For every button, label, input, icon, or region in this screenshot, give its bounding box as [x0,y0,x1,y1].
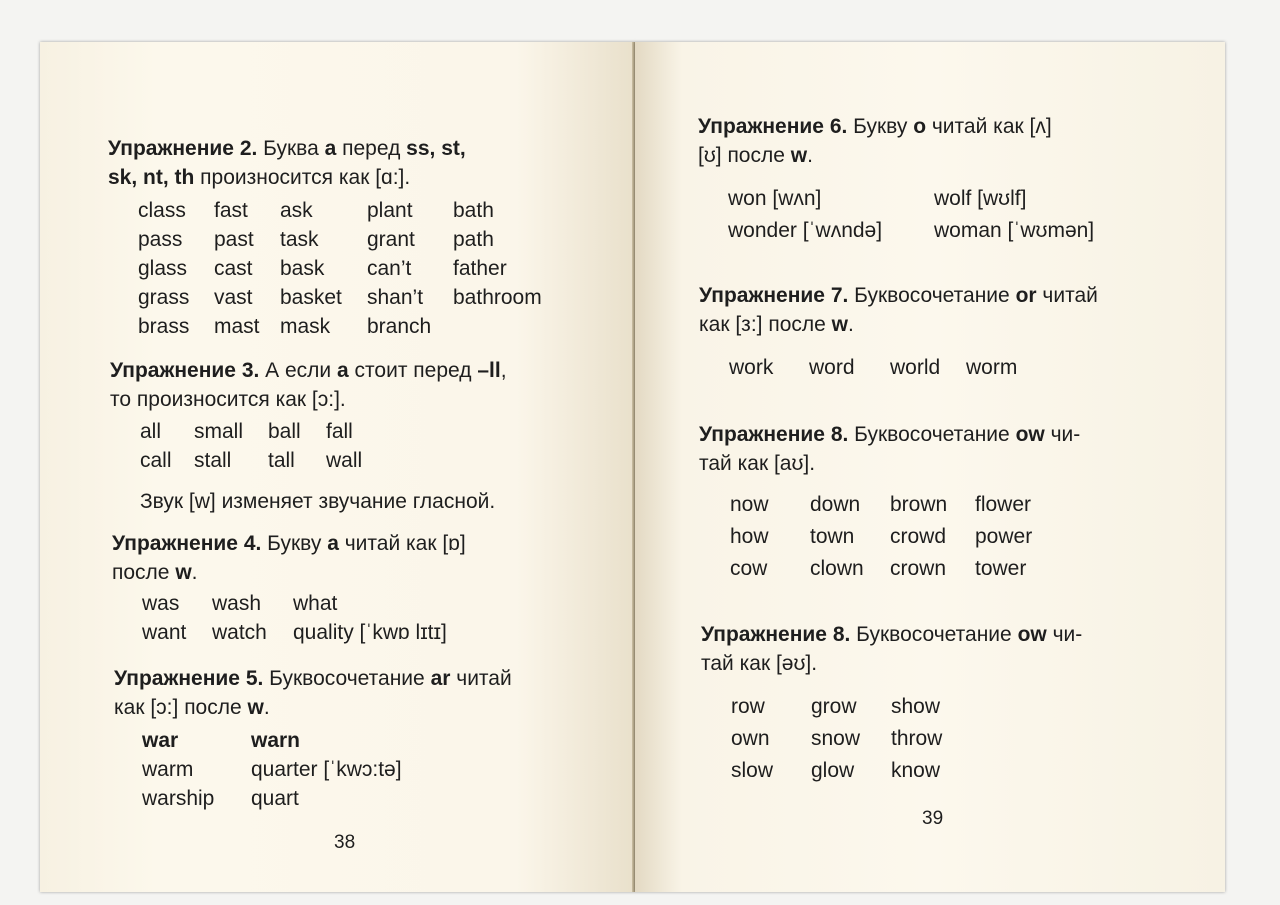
word: father [453,257,507,280]
word: fall [326,420,353,443]
word-row [142,729,542,758]
exercise-4 [112,529,612,587]
exercise-5-word-table [142,729,542,816]
word: past [214,228,254,251]
exercise-8-au [699,420,1209,478]
page-number-right: 39 [922,808,944,829]
word-row [142,758,542,787]
exercise-4-heading-line-2: после w. [112,561,198,584]
word-row [142,592,562,621]
word-row [138,315,608,344]
word: quarter [ˈkwɔ:tə] [251,758,402,781]
exercise-6 [698,112,1208,170]
word-row [731,759,1151,788]
word: power [975,525,1033,548]
word: bask [280,257,325,280]
word-row [730,493,1150,525]
word: worm [966,356,1018,379]
exercise-3 [110,356,610,414]
word: woman [ˈwʊmən] [934,219,1095,242]
exercise-6-heading-line-1: Упражнение 6. Букву o читай как [ʌ] [698,115,1052,138]
word-row [142,787,542,816]
word: all [140,420,162,443]
word: warship [142,787,215,810]
word: ball [268,420,301,443]
exercise-4-word-table [142,592,562,650]
exercise-8-au-word-table [730,493,1150,586]
word: branch [367,315,432,338]
word: pass [138,228,183,251]
exercise-8-ou-heading-line-1: Упражнение 8. Буквосочетание ow чи- [701,623,1083,646]
word: ask [280,199,313,222]
word-row [138,286,608,315]
word: grass [138,286,190,309]
word: crowd [890,525,947,548]
exercise-5-heading-line-1: Упражнение 5. Буквосочетание ar читай [114,667,512,690]
exercise-3-heading-line-1: Упражнение 3. А если a стоит перед –ll, [110,359,507,382]
word: row [731,695,765,718]
word: tall [268,449,295,472]
exercise-2-heading-line-2: sk, nt, th произносится как [ɑ:]. [108,166,411,189]
exercise-3-heading-line-2: то произносится как [ɔ:]. [110,388,346,411]
word-row [728,219,1198,248]
word: won [wʌn] [728,187,822,210]
word: clown [810,557,864,580]
exercise-4-heading-line-1: Упражнение 4. Букву a читай как [ɒ] [112,532,466,555]
right-page [635,42,1225,892]
word: task [280,228,319,251]
word: now [730,493,769,516]
word: mask [280,315,331,338]
word-row [730,557,1150,586]
word: grow [811,695,857,718]
word-row [728,187,1198,219]
word: mast [214,315,260,338]
exercise-7-word-table [729,356,1149,385]
word: work [729,356,774,379]
exercise-7 [699,281,1209,339]
word: class [138,199,186,222]
word: plant [367,199,413,222]
exercise-7-heading-line-1: Упражнение 7. Буквосочетание or читай [699,284,1098,307]
word: vast [214,286,253,309]
word: wolf [wʊlf] [934,187,1027,210]
word: quart [251,787,299,810]
word-row [731,727,1151,759]
word: brass [138,315,190,338]
exercise-7-heading-line-2: как [з:] после w. [699,313,854,336]
word: call [140,449,172,472]
word: word [809,356,855,379]
word-row [138,199,608,228]
word: glow [811,759,855,782]
word: how [730,525,769,548]
word: snow [811,727,861,750]
word: cast [214,257,253,280]
word: bath [453,199,494,222]
word-row [731,695,1151,727]
word: small [194,420,244,443]
exercise-5 [114,664,614,722]
exercise-8-ou-heading-line-2: тай как [əʊ]. [701,652,818,675]
word: flower [975,493,1032,516]
word: watch [212,621,267,644]
word: world [890,356,941,379]
exercise-3-note: Звук [w] изменяет звучание гласной. [140,490,496,513]
exercise-8-ou [701,620,1211,678]
word: cow [730,557,768,580]
exercise-6-word-table [728,187,1198,248]
exercise-2-word-table [138,199,608,344]
word: wonder [ˈwʌndə] [728,219,883,242]
word: bathroom [453,286,542,309]
word-row [730,525,1150,557]
word: quality [ˈkwɒ lɪtɪ] [293,621,447,644]
word: warm [142,758,194,781]
page-number-left: 38 [334,832,356,853]
word: path [453,228,494,251]
word: fast [214,199,248,222]
word: warn [251,729,301,752]
left-page [40,42,635,892]
word: basket [280,286,342,309]
word-row [138,257,608,286]
exercise-3-word-table [140,420,540,478]
exercise-2 [108,134,608,192]
word: can’t [367,257,412,280]
word: slow [731,759,774,782]
word: want [142,621,187,644]
word: brown [890,493,948,516]
word-row [138,228,608,257]
word: wall [326,449,363,472]
word: what [293,592,338,615]
exercise-2-heading-line-1: Упражнение 2. Буква a перед ss, st, [108,137,466,160]
exercise-8-au-heading-line-2: тай как [aʊ]. [699,452,816,475]
word: throw [891,727,943,750]
word: was [142,592,180,615]
exercise-8-au-heading-line-1: Упражнение 8. Буквосочетание ow чи- [699,423,1081,446]
word: show [891,695,941,718]
open-book [40,42,1225,892]
word: glass [138,257,188,280]
word: stall [194,449,232,472]
word: down [810,493,861,516]
exercise-5-heading-line-2: как [ɔ:] после w. [114,696,270,719]
word-row [729,356,1149,385]
word: war [142,729,179,752]
word: crown [890,557,947,580]
word-row [140,449,540,478]
word-row [140,420,540,449]
word: know [891,759,941,782]
word-row [142,621,562,650]
word: town [810,525,855,548]
word: grant [367,228,415,251]
word: wash [212,592,262,615]
exercise-6-heading-line-2: [ʊ] после w. [698,144,813,167]
exercise-8-ou-word-table [731,695,1151,788]
word: shan’t [367,286,424,309]
word: own [731,727,770,750]
word: tower [975,557,1027,580]
